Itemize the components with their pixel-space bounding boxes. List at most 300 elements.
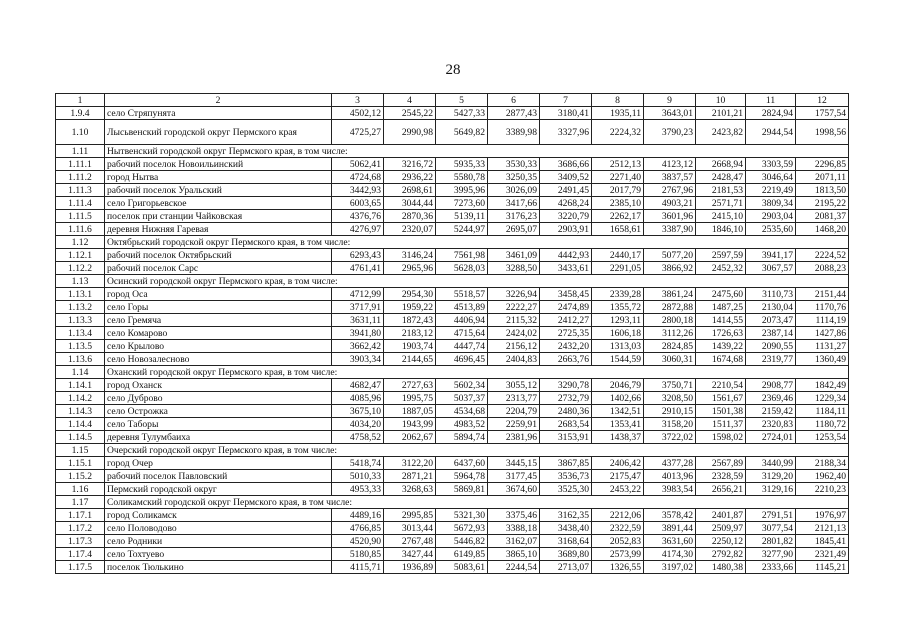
value-cell: 2088,23 [796,262,849,275]
header-cell: 5 [436,94,488,107]
row-code: 1.17.3 [56,535,105,548]
value-cell: 2944,54 [746,120,796,145]
value-cell: 1995,75 [384,392,436,405]
row-code: 1.13 [56,275,105,288]
value-cell: 1511,37 [696,418,746,431]
value-cell: 1468,20 [796,223,849,236]
row-code: 1.14.2 [56,392,105,405]
value-cell: 3197,02 [644,561,696,574]
value-cell: 3013,44 [384,522,436,535]
table-row [56,288,849,301]
value-cell: 2663,76 [540,353,592,366]
value-cell: 2877,43 [488,107,540,120]
value-cell: 2767,48 [384,535,436,548]
value-cell: 2369,46 [746,392,796,405]
value-cell: 3686,66 [540,158,592,171]
row-code: 1.17.4 [56,548,105,561]
table-row [56,418,849,431]
value-cell: 3689,80 [540,548,592,561]
value-cell: 2732,79 [540,392,592,405]
group-name: Нытвенский городской округ Пермского края, в том числе: [105,145,849,158]
settlement-name: село Новозалесново [105,353,332,366]
value-cell: 4034,20 [332,418,384,431]
settlement-name: село Стряпунята [105,107,332,120]
value-cell: 4696,45 [436,353,488,366]
value-cell: 6293,43 [332,249,384,262]
value-cell: 2404,83 [488,353,540,366]
value-cell: 3162,35 [540,509,592,522]
settlement-name: Пермский городской округ [105,483,332,496]
value-cell: 5580,78 [436,171,488,184]
value-cell: 1658,61 [592,223,644,236]
value-cell: 2491,45 [540,184,592,197]
settlement-name: село Тохтуево [105,548,332,561]
value-cell: 3303,59 [746,158,796,171]
group-name: Очерский городской округ Пермского края, в том числе: [105,444,849,457]
value-cell: 3750,71 [644,379,696,392]
header-row [56,94,849,107]
value-cell: 2824,94 [746,107,796,120]
value-cell: 3631,60 [644,535,696,548]
value-cell: 2432,20 [540,340,592,353]
value-cell: 4376,76 [332,210,384,223]
value-cell: 2017,79 [592,184,644,197]
value-cell: 3530,33 [488,158,540,171]
value-cell: 2313,77 [488,392,540,405]
value-cell: 3110,73 [746,288,796,301]
table-row [56,470,849,483]
value-cell: 2195,22 [796,197,849,210]
value-cell: 7273,60 [436,197,488,210]
value-cell: 3643,01 [644,107,696,120]
value-cell: 2151,44 [796,288,849,301]
value-cell: 2222,27 [488,301,540,314]
value-cell: 3417,66 [488,197,540,210]
table-row [56,197,849,210]
value-cell: 3438,40 [540,522,592,535]
value-cell: 2159,42 [746,405,796,418]
value-cell: 1674,68 [696,353,746,366]
row-code: 1.11.4 [56,197,105,210]
value-cell: 5427,33 [436,107,488,120]
value-cell: 2727,63 [384,379,436,392]
group-name: Октябрьский городской округ Пермского края, в том числе: [105,236,849,249]
value-cell: 6437,60 [436,457,488,470]
header-cell: 8 [592,94,644,107]
settlement-name: рабочий поселок Новоильинский [105,158,332,171]
value-cell: 2936,22 [384,171,436,184]
value-cell: 2767,96 [644,184,696,197]
value-cell: 3389,98 [488,120,540,145]
value-cell: 1480,38 [696,561,746,574]
value-cell: 4502,12 [332,107,384,120]
group-name: Оханский городской округ Пермского края, в том числе: [105,366,849,379]
row-code: 1.10 [56,120,105,145]
header-cell: 12 [796,94,849,107]
table-row [56,548,849,561]
value-cell: 1561,67 [696,392,746,405]
settlement-name: город Оса [105,288,332,301]
value-cell: 2995,85 [384,509,436,522]
row-code: 1.13.4 [56,327,105,340]
value-cell: 2219,49 [746,184,796,197]
value-cell: 3216,72 [384,158,436,171]
header-cell: 9 [644,94,696,107]
value-cell: 3290,78 [540,379,592,392]
value-cell: 2954,30 [384,288,436,301]
value-cell: 1414,55 [696,314,746,327]
value-cell: 3941,17 [746,249,796,262]
value-cell: 2271,40 [592,171,644,184]
value-cell: 3168,64 [540,535,592,548]
value-cell: 3112,26 [644,327,696,340]
value-cell: 4123,12 [644,158,696,171]
value-cell: 4013,96 [644,470,696,483]
value-cell: 2212,06 [592,509,644,522]
table-row [56,107,849,120]
value-cell: 5010,33 [332,470,384,483]
group-header-row [56,145,849,158]
value-cell: 3578,42 [644,509,696,522]
table-row [56,483,849,496]
value-cell: 4983,52 [436,418,488,431]
table-row [56,379,849,392]
value-cell: 2724,01 [746,431,796,444]
value-cell: 2322,59 [592,522,644,535]
value-cell: 3250,35 [488,171,540,184]
value-cell: 3903,34 [332,353,384,366]
value-cell: 5602,34 [436,379,488,392]
value-cell: 2115,32 [488,314,540,327]
value-cell: 5180,85 [332,548,384,561]
settlement-name: село Половодово [105,522,332,535]
value-cell: 2870,36 [384,210,436,223]
value-cell: 2872,88 [644,301,696,314]
value-cell: 3861,24 [644,288,696,301]
value-cell: 2183,12 [384,327,436,340]
header-cell: 6 [488,94,540,107]
value-cell: 2965,96 [384,262,436,275]
value-cell: 5935,33 [436,158,488,171]
value-cell: 1935,11 [592,107,644,120]
value-cell: 5869,81 [436,483,488,496]
value-cell: 2903,04 [746,210,796,223]
row-code: 1.17.5 [56,561,105,574]
table-row [56,314,849,327]
value-cell: 2381,96 [488,431,540,444]
row-code: 1.13.2 [56,301,105,314]
value-cell: 3442,93 [332,184,384,197]
value-cell: 6003,65 [332,197,384,210]
value-cell: 4682,47 [332,379,384,392]
value-cell: 1326,55 [592,561,644,574]
row-code: 1.12.1 [56,249,105,262]
value-cell: 2423,82 [696,120,746,145]
table-row [56,431,849,444]
value-cell: 1253,54 [796,431,849,444]
value-cell: 4115,71 [332,561,384,574]
value-cell: 2071,11 [796,171,849,184]
value-cell: 1936,89 [384,561,436,574]
value-cell: 2440,17 [592,249,644,262]
value-cell: 3409,52 [540,171,592,184]
value-cell: 3153,91 [540,431,592,444]
value-cell: 3327,96 [540,120,592,145]
row-code: 1.11.3 [56,184,105,197]
value-cell: 2121,13 [796,522,849,535]
value-cell: 3837,57 [644,171,696,184]
value-cell: 4513,89 [436,301,488,314]
value-cell: 1813,50 [796,184,849,197]
value-cell: 3129,16 [746,483,796,496]
value-cell: 3995,96 [436,184,488,197]
value-cell: 2175,47 [592,470,644,483]
settlement-name: поселок при станции Чайковская [105,210,332,223]
value-cell: 4520,90 [332,535,384,548]
value-cell: 2052,83 [592,535,644,548]
value-cell: 4761,41 [332,262,384,275]
value-cell: 2474,89 [540,301,592,314]
value-cell: 2181,53 [696,184,746,197]
value-cell: 2224,52 [796,249,849,262]
settlement-name: поселок Тюлькино [105,561,332,574]
row-code: 1.13.6 [56,353,105,366]
value-cell: 3790,23 [644,120,696,145]
value-cell: 3026,09 [488,184,540,197]
value-cell: 4725,27 [332,120,384,145]
value-cell: 2713,07 [540,561,592,574]
value-cell: 3268,63 [384,483,436,496]
value-cell: 3427,44 [384,548,436,561]
settlement-name: село Горы [105,301,332,314]
header-cell: 3 [332,94,384,107]
value-cell: 5964,78 [436,470,488,483]
value-cell: 2571,71 [696,197,746,210]
row-code: 1.11.1 [56,158,105,171]
value-cell: 1170,76 [796,301,849,314]
group-header-row [56,236,849,249]
value-cell: 1353,41 [592,418,644,431]
value-cell: 1145,21 [796,561,849,574]
header-cell: 10 [696,94,746,107]
value-cell: 3046,64 [746,171,796,184]
value-cell: 4447,74 [436,340,488,353]
table-row [56,249,849,262]
value-cell: 2046,79 [592,379,644,392]
settlement-name: рабочий поселок Павловский [105,470,332,483]
value-cell: 5083,61 [436,561,488,574]
table-row [56,457,849,470]
value-cell: 2990,98 [384,120,436,145]
value-cell: 2509,97 [696,522,746,535]
value-cell: 3983,54 [644,483,696,496]
value-cell: 2291,05 [592,262,644,275]
value-cell: 4953,33 [332,483,384,496]
value-cell: 3458,45 [540,288,592,301]
value-cell: 2385,10 [592,197,644,210]
value-cell: 4712,99 [332,288,384,301]
group-header-row [56,496,849,509]
value-cell: 2204,79 [488,405,540,418]
value-cell: 3536,73 [540,470,592,483]
value-cell: 2512,13 [592,158,644,171]
value-cell: 3525,30 [540,483,592,496]
row-code: 1.13.1 [56,288,105,301]
value-cell: 3674,60 [488,483,540,496]
settlement-name: рабочий поселок Уральский [105,184,332,197]
settlement-name: село Григорьевское [105,197,332,210]
value-cell: 3226,94 [488,288,540,301]
row-code: 1.17 [56,496,105,509]
settlement-name: Лысьвенский городской округ Пермского края [105,120,332,145]
value-cell: 3675,10 [332,405,384,418]
table-row [56,210,849,223]
value-cell: 1959,22 [384,301,436,314]
value-cell: 3867,85 [540,457,592,470]
value-cell: 1842,49 [796,379,849,392]
value-cell: 2259,91 [488,418,540,431]
value-cell: 3162,07 [488,535,540,548]
value-cell: 3631,11 [332,314,384,327]
value-cell: 5446,82 [436,535,488,548]
value-cell: 1293,11 [592,314,644,327]
row-code: 1.12.2 [56,262,105,275]
value-cell: 1726,63 [696,327,746,340]
table-row [56,561,849,574]
value-cell: 3044,44 [384,197,436,210]
value-cell: 2321,49 [796,548,849,561]
value-cell: 3060,31 [644,353,696,366]
table-row [56,340,849,353]
table-row [56,509,849,522]
value-cell: 5649,82 [436,120,488,145]
value-cell: 2210,54 [696,379,746,392]
value-cell: 1962,40 [796,470,849,483]
page-number: 28 [445,62,461,78]
value-cell: 2387,14 [746,327,796,340]
table-row [56,405,849,418]
value-cell: 5037,37 [436,392,488,405]
value-cell: 2090,55 [746,340,796,353]
row-code: 1.14 [56,366,105,379]
value-cell: 2319,77 [746,353,796,366]
value-cell: 4489,16 [332,509,384,522]
value-cell: 3809,34 [746,197,796,210]
row-code: 1.9.4 [56,107,105,120]
value-cell: 2320,07 [384,223,436,236]
value-cell: 4276,97 [332,223,384,236]
value-cell: 2081,37 [796,210,849,223]
table-row [56,262,849,275]
value-cell: 5894,74 [436,431,488,444]
value-cell: 1487,25 [696,301,746,314]
group-name: Соликамский городской округ Пермского края, в том числе: [105,496,849,509]
row-code: 1.11.2 [56,171,105,184]
header-cell: 2 [105,94,332,107]
value-cell: 2320,83 [746,418,796,431]
value-cell: 3129,20 [746,470,796,483]
value-cell: 1438,37 [592,431,644,444]
value-cell: 5628,03 [436,262,488,275]
row-code: 1.12 [56,236,105,249]
settlement-name: село Таборы [105,418,332,431]
value-cell: 1872,43 [384,314,436,327]
value-cell: 1598,02 [696,431,746,444]
row-code: 1.14.3 [56,405,105,418]
value-cell: 2415,10 [696,210,746,223]
value-cell: 4442,93 [540,249,592,262]
value-cell: 1757,54 [796,107,849,120]
row-code: 1.16 [56,483,105,496]
row-code: 1.14.5 [56,431,105,444]
value-cell: 3220,79 [540,210,592,223]
value-cell: 4406,94 [436,314,488,327]
header-cell: 11 [746,94,796,107]
settlement-name: город Очер [105,457,332,470]
value-cell: 1846,10 [696,223,746,236]
value-cell: 2800,18 [644,314,696,327]
value-cell: 3601,96 [644,210,696,223]
row-code: 1.17.1 [56,509,105,522]
value-cell: 2101,21 [696,107,746,120]
value-cell: 1402,66 [592,392,644,405]
settlement-name: село Крылово [105,340,332,353]
table-row [56,223,849,236]
value-cell: 1427,86 [796,327,849,340]
settlement-name: город Нытва [105,171,332,184]
settlement-name: село Комарово [105,327,332,340]
header-cell: 1 [56,94,105,107]
value-cell: 2567,89 [696,457,746,470]
value-cell: 3146,24 [384,249,436,262]
value-cell: 3176,23 [488,210,540,223]
value-cell: 2333,66 [746,561,796,574]
value-cell: 2597,59 [696,249,746,262]
value-cell: 2452,32 [696,262,746,275]
value-cell: 2250,12 [696,535,746,548]
value-cell: 2683,54 [540,418,592,431]
value-cell: 1887,05 [384,405,436,418]
table-row [56,120,849,145]
value-cell: 2535,60 [746,223,796,236]
value-cell: 2244,54 [488,561,540,574]
value-cell: 3077,54 [746,522,796,535]
value-cell: 3440,99 [746,457,796,470]
settlement-name: деревня Нижняя Гаревая [105,223,332,236]
value-cell: 4766,85 [332,522,384,535]
row-code: 1.15.1 [56,457,105,470]
row-code: 1.15.2 [56,470,105,483]
value-cell: 2188,34 [796,457,849,470]
value-cell: 3866,92 [644,262,696,275]
settlement-name: село Дуброво [105,392,332,405]
row-code: 1.13.3 [56,314,105,327]
value-cell: 3717,91 [332,301,384,314]
value-cell: 1184,11 [796,405,849,418]
value-cell: 1131,27 [796,340,849,353]
value-cell: 2296,85 [796,158,849,171]
table-row [56,392,849,405]
settlement-name: город Соликамск [105,509,332,522]
value-cell: 2903,91 [540,223,592,236]
value-cell: 2656,21 [696,483,746,496]
value-cell: 1845,41 [796,535,849,548]
value-cell: 5077,20 [644,249,696,262]
value-cell: 2792,82 [696,548,746,561]
value-cell: 3865,10 [488,548,540,561]
value-cell: 1943,99 [384,418,436,431]
value-cell: 1342,51 [592,405,644,418]
